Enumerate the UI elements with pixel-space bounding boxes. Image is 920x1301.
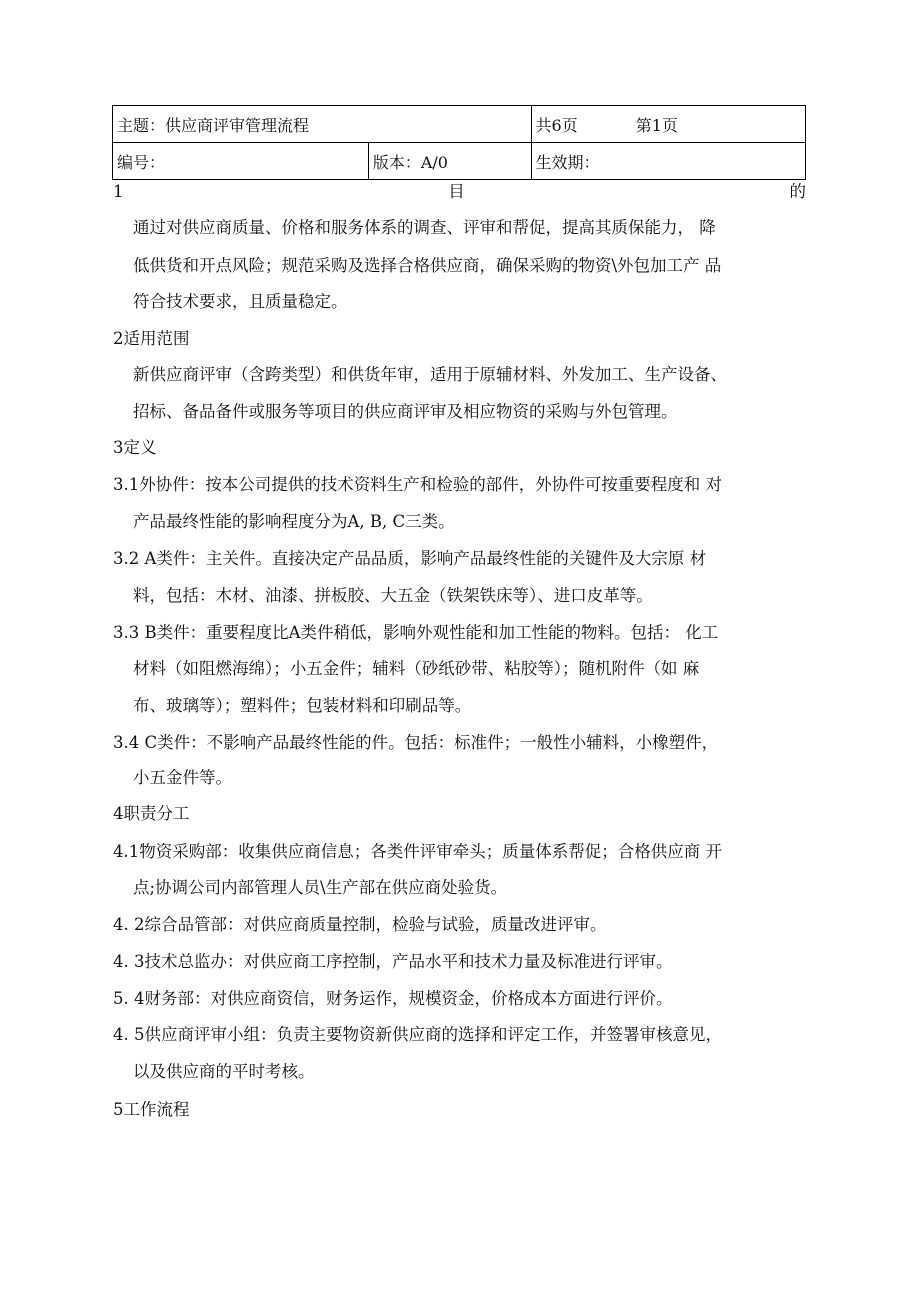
section-1-title-a: 目: [448, 182, 465, 201]
number-cell: 编号：: [113, 143, 369, 180]
section-1-line: 低供货和开点风险；规范采购及选择合格供应商，确保采购的物资\外包加工产 品: [133, 256, 722, 275]
section-1-line: 通过对供应商质量、价格和服务体系的调查、评审和帮促，提高其质保能力， 降: [133, 218, 716, 237]
document-header-table: [112, 105, 806, 180]
duty-item: 4. 3技术总监办：对供应商工序控制，产品水平和技术力量及标准进行评审。: [113, 952, 673, 971]
section-2-heading: 2适用范围: [113, 329, 190, 348]
subject-cell: 主题：供应商评审管理流程: [113, 106, 532, 143]
section-1-number: 1: [113, 182, 124, 201]
definition-item-cont: 材料（如阻燃海绵）；小五金件；辅料（砂纸砂带、粘胶等）；随机附件（如 麻: [133, 659, 700, 678]
duty-item: 5. 4财务部：对供应商资信，财务运作，规模资金，价格成本方面进行评价。: [113, 989, 673, 1008]
duty-item-cont: 点;协调公司内部管理人员\生产部在供应商处验货。: [133, 878, 508, 897]
definition-item-cont: 布、玻璃等）；塑料件；包装材料和印刷品等。: [133, 696, 472, 715]
section-1-line: 符合技术要求，且质量稳定。: [133, 292, 348, 311]
duty-item: 4. 2综合品管部：对供应商质量控制，检验与试验，质量改进评审。: [113, 915, 607, 934]
header-row-1: [113, 106, 806, 143]
duty-item: 4.1物资采购部：收集供应商信息；各类件评审牵头；质量体系帮促；合格供应商 开: [113, 842, 722, 861]
section-1-heading: [113, 180, 806, 204]
definition-item: 3.1外协件：按本公司提供的技术资料生产和检验的部件，外协件可按重要程度和 对: [113, 475, 722, 494]
effective-date-cell: 生效期：: [531, 143, 805, 180]
definition-item-cont: 料，包括：木材、油漆、拼板胶、大五金（铁架铁床等）、进口皮革等。: [133, 586, 653, 605]
definition-item: 3.3 B类件：重要程度比A类件稍低，影响外观性能和加工性能的物料。包括： 化工: [113, 623, 719, 642]
definition-item-cont: 产品最终性能的影响程度分为A, B, C三类。: [133, 512, 455, 531]
section-2-line: 新供应商评审（含跨类型）和供货年审，适用于原辅材料、外发加工、生产设备、: [133, 365, 727, 384]
duty-item: 4. 5供应商评审小组：负责主要物资新供应商的选择和评定工作，并签署审核意见，: [113, 1025, 722, 1044]
version-cell: 版本：A/0: [368, 143, 531, 180]
definition-item-cont: 小五金件等。: [133, 768, 232, 787]
section-2-line: 招标、备品备件或服务等项目的供应商评审及相应物资的采购与外包管理。: [133, 402, 678, 421]
current-page: 第1页: [635, 115, 678, 135]
definition-item: 3.2 A类件：主关件。直接决定产品品质，影响产品最终性能的关键件及大宗原 材: [113, 549, 707, 568]
header-row-2: [113, 143, 806, 180]
page-count-cell: [531, 106, 805, 143]
section-3-heading: 3定义: [113, 438, 157, 457]
section-1-title-b: 的: [789, 182, 806, 201]
total-pages: 共6页: [535, 115, 578, 135]
definition-item: 3.4 C类件：不影响产品最终性能的件。包括：标准件；一般性小辅料，小橡塑件，: [113, 733, 719, 752]
duty-item-cont: 以及供应商的平时考核。: [133, 1062, 315, 1081]
section-4-heading: 4职责分工: [113, 804, 190, 823]
section-5-heading: 5工作流程: [113, 1100, 190, 1119]
